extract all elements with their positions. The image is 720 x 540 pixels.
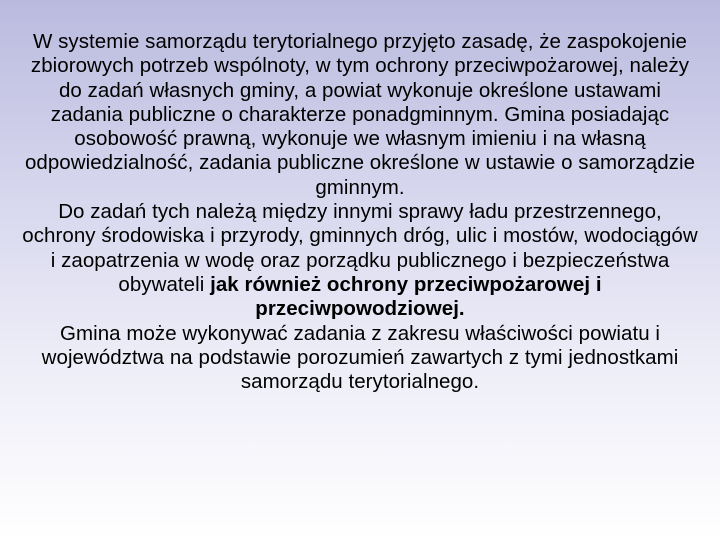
paragraph-3: Gmina może wykonywać zadania z zakresu właściwości powiatu i województwa na podstawie porozumień zawartych z tymi jednostkami samorządu terytorialnego. xyxy=(41,321,679,394)
paragraph-2-emphasis: jak również ochrony przeciwpożarowej i przeciwpowodziowej. xyxy=(210,272,602,321)
slide-text xyxy=(22,30,698,394)
paragraph-2-text: Do zadań tych należą między innymi sprawy ładu przestrzennego, ochrony środowiska i przyrody, gminnych dróg, ulic i mostów, wodociągów i zaopatrzenia w wodę oraz porządku publicznego i bezpieczeństwa obywateli xyxy=(22,200,698,296)
paragraph-1: W systemie samorządu terytorialnego przyjęto zasadę, że zaspokojenie zbiorowych potrzeb wspólnoty, w tym ochrony przeciwpożarowej, należy do zadań własnych gminy, a powiat wykonuje określone ustawami zadania publiczne o charakterze ponadgminnym. Gmina posiadając osobowość prawną, wykonuje we własnym imieniu i na własną odpowiedzialność, zadania publiczne określone w ustawie o samorządzie gminnym. xyxy=(24,30,696,199)
paragraph-2 xyxy=(22,200,698,321)
